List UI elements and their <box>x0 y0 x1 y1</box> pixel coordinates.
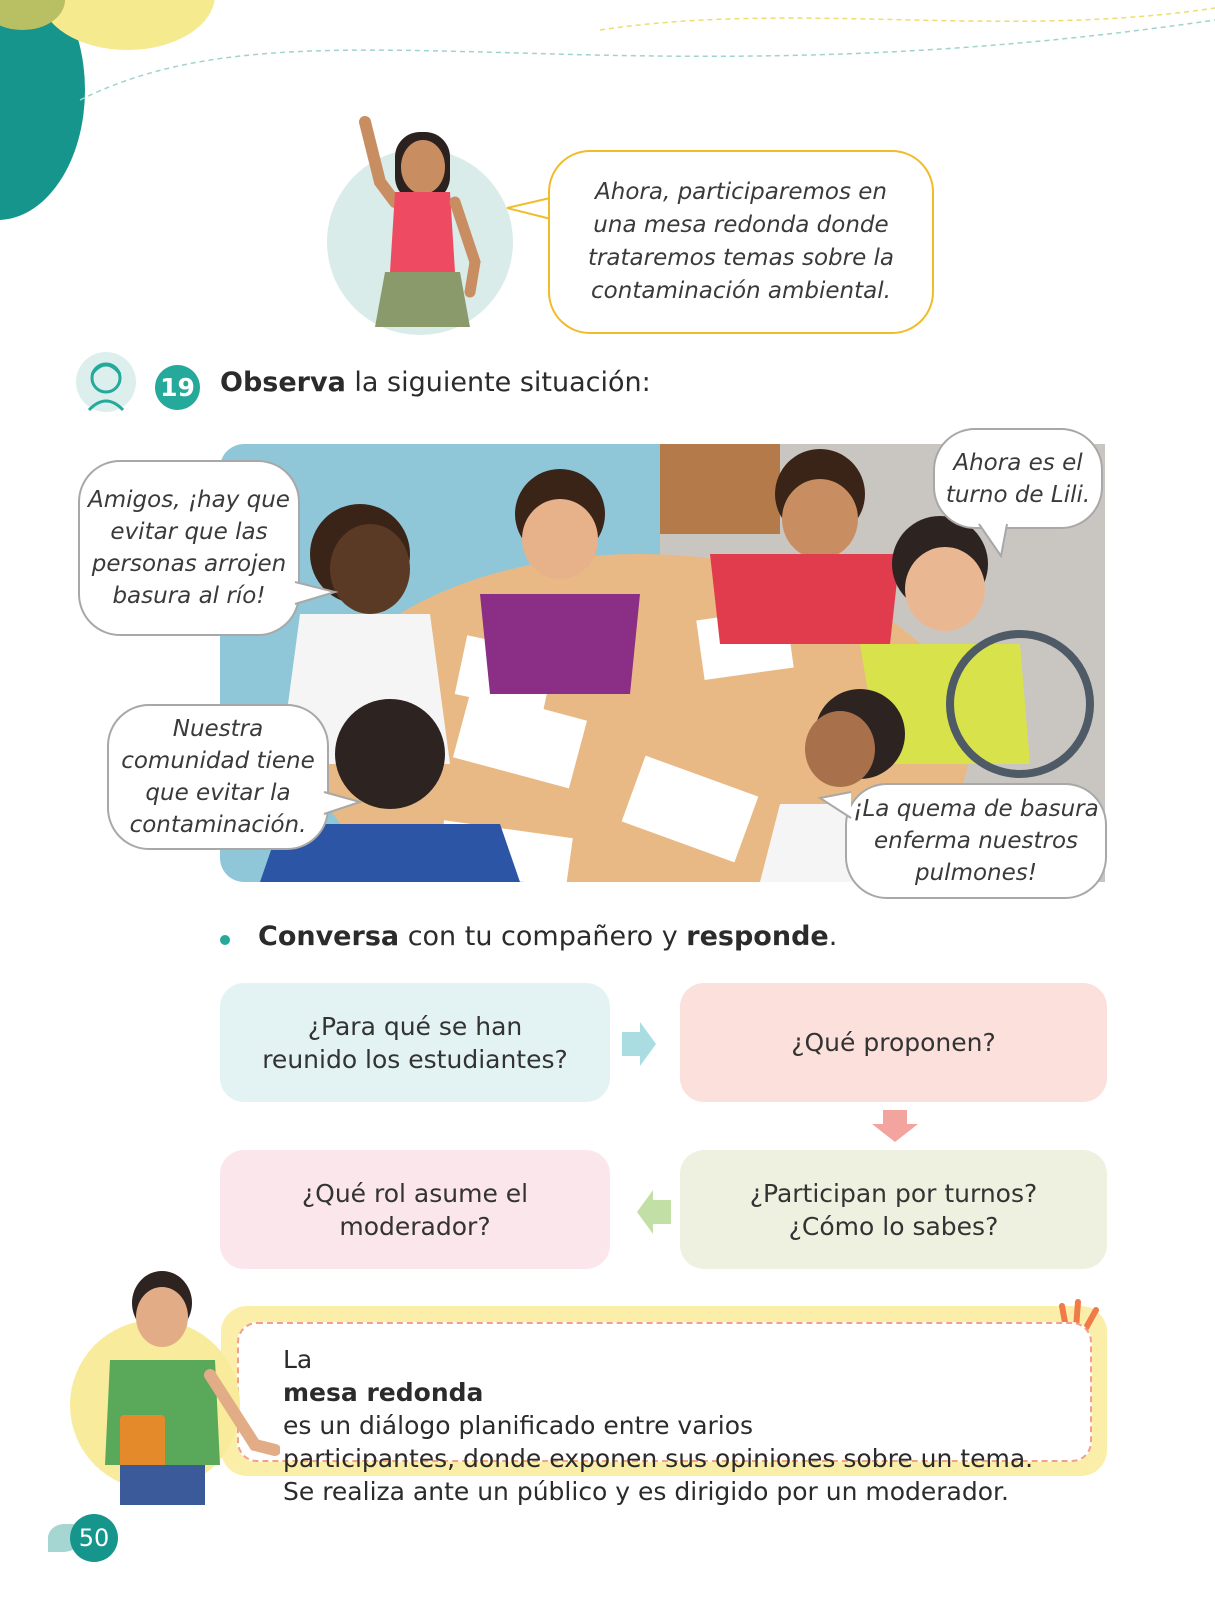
intro-line: Ahora, participaremos en <box>595 179 887 205</box>
question-line: ¿Qué rol asume el <box>301 1178 529 1208</box>
student-head-icon <box>75 350 137 415</box>
bubble-line: basura al río! <box>112 583 266 609</box>
question-card-4 <box>680 1150 1107 1269</box>
question-card-3 <box>220 1150 610 1269</box>
bubble-line: Ahora es el <box>953 449 1083 476</box>
bubble-line: personas arrojen <box>91 551 287 577</box>
definition-text <box>283 1343 1073 1508</box>
bubble-line: comunidad tiene <box>121 748 315 774</box>
bubble-line: Amigos, ¡hay que <box>88 487 290 513</box>
question-line: reunido los estudiantes? <box>262 1044 568 1074</box>
speech-bubble-left-top <box>78 460 300 636</box>
bubble-line: contaminación. <box>129 812 307 838</box>
page-number: 50 <box>70 1514 118 1562</box>
definition-line-1 <box>283 1343 1073 1442</box>
question-line: ¿Para qué se han <box>307 1011 523 1041</box>
arrow-down-icon <box>870 1108 920 1144</box>
definition-line-2: participantes, donde exponen sus opiniones sobre un tema. <box>283 1444 1034 1473</box>
speech-bubble-right-bottom <box>845 783 1107 899</box>
definition-term: mesa redonda <box>283 1378 484 1407</box>
converse-middle: con tu compañero y <box>399 921 687 952</box>
respond-verb: responde <box>686 921 829 952</box>
bubble-line: ¡La quema de basura <box>853 796 1099 822</box>
instruction-verb: Observa <box>220 367 346 398</box>
question-card-2 <box>680 983 1107 1102</box>
teacher-illustration <box>70 1265 280 1505</box>
bubble-line: Nuestra <box>172 716 264 742</box>
bubble-tail-right-bottom <box>818 788 853 828</box>
intro-line: contaminación ambiental. <box>591 278 891 304</box>
arrow-left-icon <box>635 1188 673 1236</box>
bubble-tail-left-bottom <box>322 790 362 820</box>
bubble-tail-left-top <box>293 580 338 610</box>
definition-line-3: Se realiza ante un público y es dirigido por un moderador. <box>283 1477 1009 1506</box>
activity-number-badge: 19 <box>155 365 200 410</box>
converse-instruction <box>258 921 837 952</box>
question-line: ¿Cómo lo sabes? <box>788 1211 999 1241</box>
question-line: moderador? <box>339 1211 491 1241</box>
bubble-tail-right-top <box>975 522 1015 558</box>
speech-bubble-left-bottom <box>107 704 329 850</box>
instruction-rest: la siguiente situación: <box>345 367 651 398</box>
intro-line: trataremos temas sobre la <box>587 245 895 271</box>
arrow-right-icon <box>620 1020 658 1068</box>
question-line: ¿Participan por turnos? <box>749 1178 1038 1208</box>
girl-waving-illustration <box>325 112 525 342</box>
activity-instruction <box>220 367 651 398</box>
question-line: ¿Qué proponen? <box>791 1028 996 1057</box>
bullet-dot <box>220 935 230 945</box>
definition-post: es un diálogo planificado entre varios <box>283 1411 754 1440</box>
definition-pre: La <box>283 1345 313 1374</box>
intro-speech-bubble <box>548 150 934 334</box>
intro-line: una mesa redonda donde <box>593 212 889 238</box>
speech-bubble-right-top <box>933 428 1103 529</box>
bubble-line: enferma nuestros <box>873 828 1079 854</box>
bubble-line: que evitar la <box>145 780 291 806</box>
bubble-line: turno de Lili. <box>945 481 1091 508</box>
converse-end: . <box>828 921 838 952</box>
bubble-line: evitar que las <box>110 519 268 545</box>
bubble-line: pulmones! <box>915 860 1037 886</box>
decorative-dashed-lines <box>0 0 1215 120</box>
converse-verb: Conversa <box>258 921 400 952</box>
question-card-1 <box>220 983 610 1102</box>
